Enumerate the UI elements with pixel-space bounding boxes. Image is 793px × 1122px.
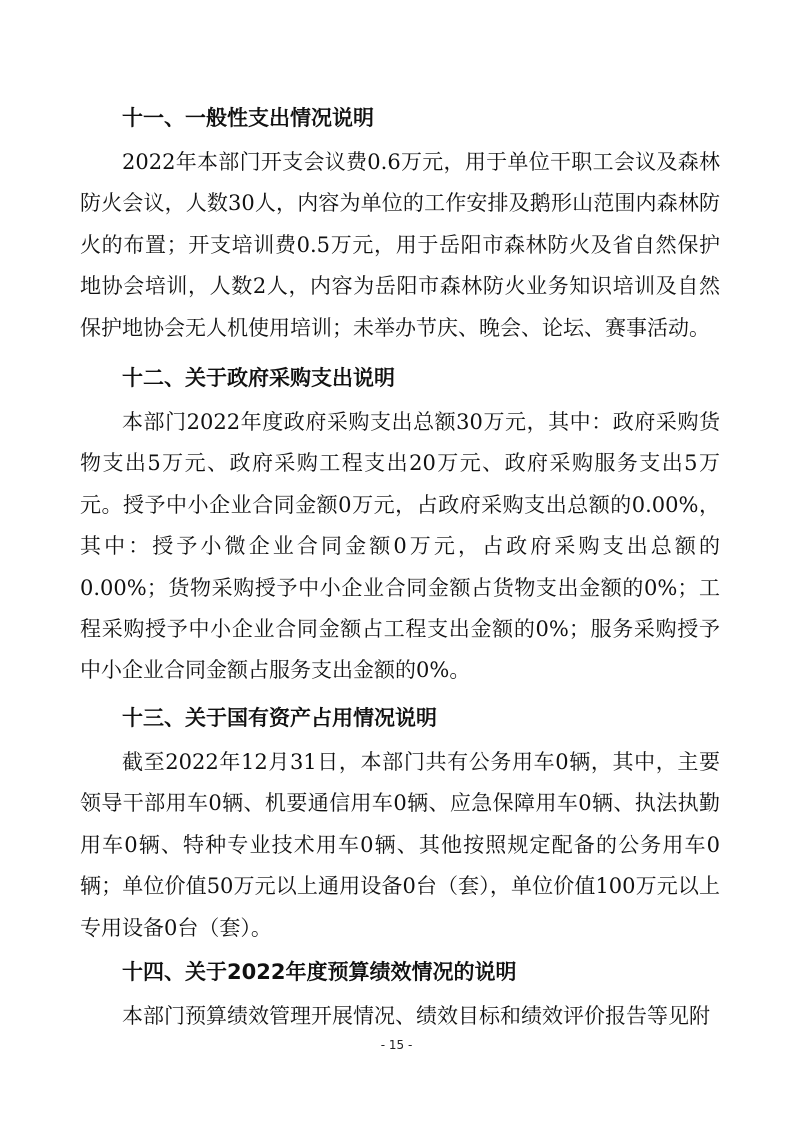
section-12-heading: 十二、关于政府采购支出说明 <box>122 366 395 390</box>
page-number: - 15 - <box>380 1038 413 1052</box>
section-12-body: 本部门2022年度政府采购支出总额30万元，其中：政府采购货物支出5万元、政府采购工程支出20万元、政府采购服务支出5万元。授予中小企业合同金额0万元，占政府采购支出总额的0.00%，其中：授予小微企业合同金额0万元，占政府采购支出总额的0.00%；货物采购授予中小企业合同金额占货物支出金额的0%；工程采购授予中小企业合同金额占工程支出金额的0%；服务采购授予中小企业合同金额占服务支出金额的0%。 <box>80 410 720 683</box>
section-14-body: 本部门预算绩效管理开展情况、绩效目标和绩效评价报告等见附 <box>122 1004 710 1028</box>
section-13-heading: 十三、关于国有资产占用情况说明 <box>122 706 437 730</box>
section-11-body: 2022年本部门开支会议费0.6万元，用于单位干职工会议及森林防火会议，人数30人，内容为单位的工作安排及鹅形山范围内森林防火的布置；开支培训费0.5万元，用于岳阳市森林防火及省自然保护地协会培训，人数2人，内容为岳阳市森林防火业务知识培训及自然保护地协会无人机使用培训；未举办节庆、晚会、论坛、赛事活动。 <box>80 150 720 340</box>
section-11-heading: 十一、一般性支出情况说明 <box>122 106 374 130</box>
section-13-body: 截至2022年12月31日，本部门共有公务用车0辆，其中，主要领导干部用车0辆、机要通信用车0辆、应急保障用车0辆、执法执勤用车0辆、特种专业技术用车0辆、其他按照规定配备的公务用车0辆；单位价值50万元以上通用设备0台（套），单位价值100万元以上专用设备0台（套）。 <box>80 750 720 940</box>
section-14-heading: 十四、关于2022年度预算绩效情况的说明 <box>122 960 517 984</box>
